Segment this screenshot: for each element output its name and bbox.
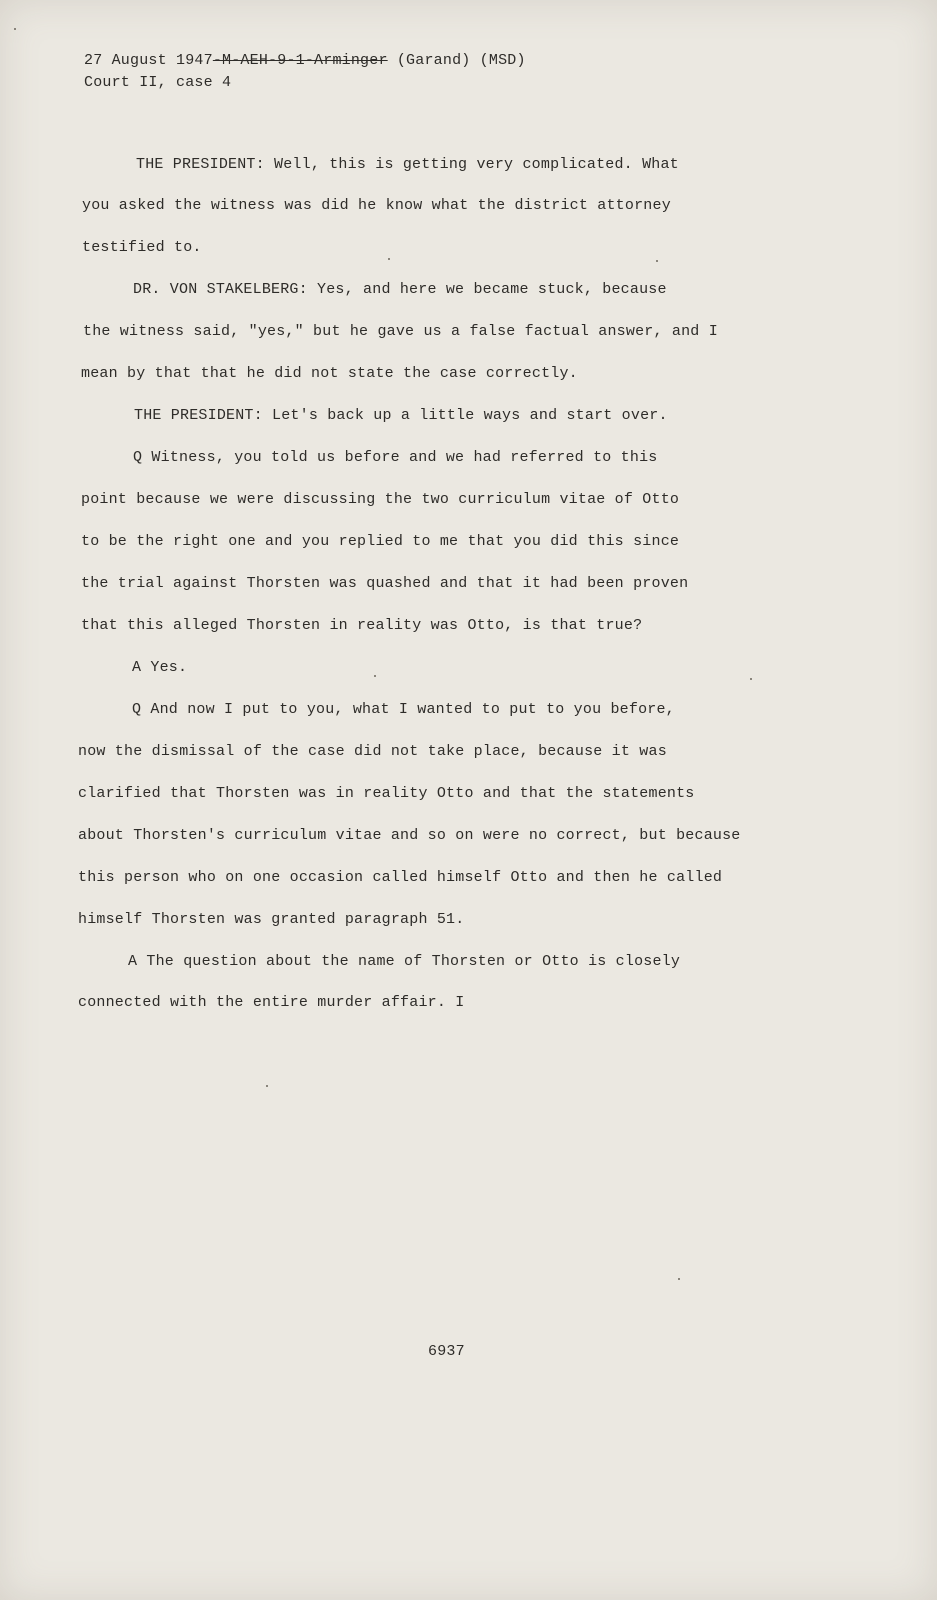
text-line: about Thorsten's curriculum vitae and so on were no correct, but because — [78, 827, 741, 844]
text-line: A The question about the name of Thorsten or Otto is closely — [128, 953, 681, 970]
text-line: to be the right one and you replied to me that you did this since — [81, 533, 680, 550]
text-line: that this alleged Thorsten in reality was Otto, is that true? — [81, 617, 643, 634]
document-header — [84, 50, 526, 94]
text-line: Q Witness, you told us before and we had referred to this — [133, 449, 658, 466]
text-line: connected with the entire murder affair. I — [78, 994, 465, 1011]
text-line: himself Thorsten was granted paragraph 51. — [78, 911, 465, 928]
text-line: THE PRESIDENT: Well, this is getting very complicated. What — [136, 156, 679, 173]
text-line: now the dismissal of the case did not take place, because it was — [78, 743, 667, 760]
text-line: THE PRESIDENT: Let's back up a little ways and start over. — [134, 407, 668, 424]
header-line-2: Court II, case 4 — [84, 74, 232, 91]
header-struck-code: -M-AEH-9-1-Arminger — [212, 52, 388, 69]
header-date: 27 August 1947 — [84, 52, 213, 69]
text-line: A Yes. — [132, 659, 188, 676]
paper-speck — [678, 1278, 680, 1280]
paper-speck — [374, 675, 376, 677]
text-line: clarified that Thorsten was in reality Otto and that the statements — [78, 785, 695, 802]
text-line: the witness said, "yes," but he gave us a false factual answer, and I — [83, 323, 718, 340]
header-line-1 — [84, 50, 526, 72]
paper-speck — [266, 1085, 268, 1087]
paper-speck — [656, 260, 658, 262]
text-line: Q And now I put to you, what I wanted to put to you before, — [132, 701, 675, 718]
page-number: 6937 — [428, 1343, 465, 1360]
text-line: testified to. — [82, 239, 202, 256]
paper-speck — [750, 678, 752, 680]
text-line: DR. VON STAKELBERG: Yes, and here we became stuck, because — [133, 281, 667, 298]
paper-speck — [388, 258, 390, 260]
paper-speck — [14, 28, 16, 30]
text-line: this person who on one occasion called himself Otto and then he called — [78, 869, 723, 886]
text-line: point because we were discussing the two curriculum vitae of Otto — [81, 491, 680, 508]
text-line: you asked the witness was did he know what the district attorney — [82, 197, 671, 214]
header-names: (Garand) (MSD) — [396, 52, 526, 69]
text-line: mean by that that he did not state the case correctly. — [81, 365, 578, 382]
text-line: the trial against Thorsten was quashed and that it had been proven — [81, 575, 689, 592]
